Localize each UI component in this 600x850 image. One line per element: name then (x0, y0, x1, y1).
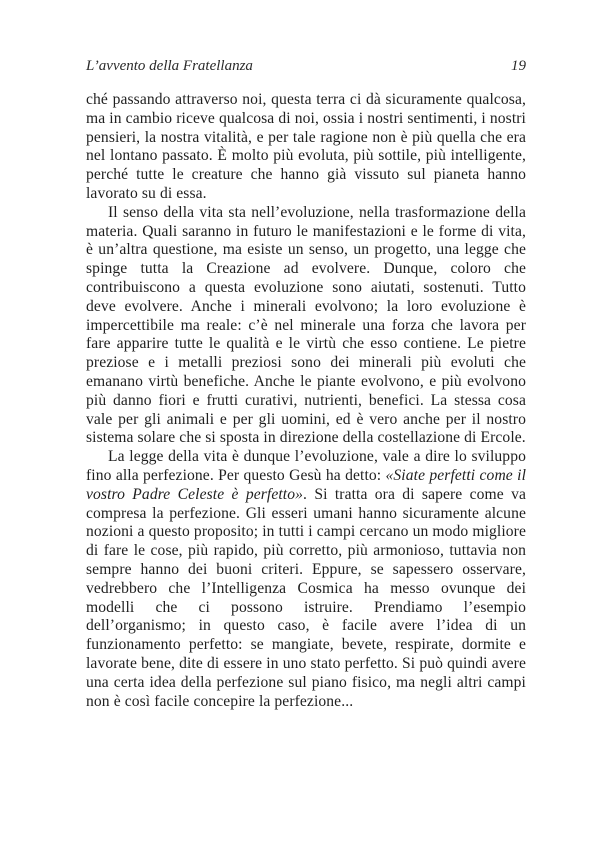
paragraph (86, 448, 526, 711)
page-number: 19 (511, 58, 526, 74)
text-segment: ché passando attraverso noi, questa terra ci dà sicuramente qualcosa, ma in cambio riceve qualcosa di noi, ossia i nostri sentimenti, i nostri pensieri, la nostra vitalità, e per tale ragione non è più quella che era nel lontano passato. È molto più evoluta, più sottile, più intelligente, perché tutte le creature che hanno già vissuto sul pianeta hanno lavorato su di essa. (86, 91, 526, 202)
quote-italic: «Siate perfetti come il vostro Padre Celeste è perfetto» (86, 466, 526, 503)
page-header (86, 57, 526, 75)
text-segment: La legge della vita è dunque l’evoluzione, vale a dire lo sviluppo fino alla perfezione. Per questo Gesù ha detto: (86, 448, 526, 484)
page-body (86, 91, 526, 711)
running-title: L’avvento della Fratellanza (86, 58, 253, 74)
text-segment: . Si tratta ora di sapere come va compresa la perfezione. Gli esseri umani hanno sicuramente alcune nozioni a questo proposito; in tutti i campi cercano un modo migliore di fare le cose, più rapido, più corretto, più armonioso, tuttavia non sempre hanno dei buoni criteri. Eppure, se sapessero osservare, vedrebbero che l’Intelligenza Cosmica ha messo ovunque dei modelli che ci possono istruire. Prendiamo l’esempio dell’organismo; in questo caso, è facile avere l’idea di un funzionamento perfetto: se mangiate, bevete, respirate, dormite e lavorate bene, dite di essere in uno stato perfetto. Si può quindi avere una certa idea della perfezione sul piano fisico, ma negli altri campi non è così facile concepire la perfezione... (86, 485, 526, 710)
paragraph (86, 204, 526, 448)
paragraph (86, 91, 526, 204)
text-segment: Il senso della vita sta nell’evoluzione, nella trasformazione della materia. Quali saranno in futuro le manifestazioni e le forme di vita, è un’altra questione, ma esiste un senso, un progetto, una legge che spinge tutta la Creazione ad evolvere. Dunque, coloro che contribuiscono a questa evoluzione sono aiutati, sostenuti. Tutto deve evolvere. Anche i minerali evolvono; la loro evoluzione è impercettibile ma reale: c’è nel minerale una forza che lavora per fare apparire tutte le qualità e le virtù che esso contiene. Le pietre preziose e i metalli preziosi sono dei minerali più evoluti che emanano virtù benefiche. Anche le piante evolvono, e più evolvono più danno fiori e frutti curativi, nutrienti, benefici. La stessa cosa vale per gli animali e per gli uomini, ed è vero anche per il nostro sistema solare che si sposta in direzione della costellazione di Ercole. (86, 203, 526, 447)
